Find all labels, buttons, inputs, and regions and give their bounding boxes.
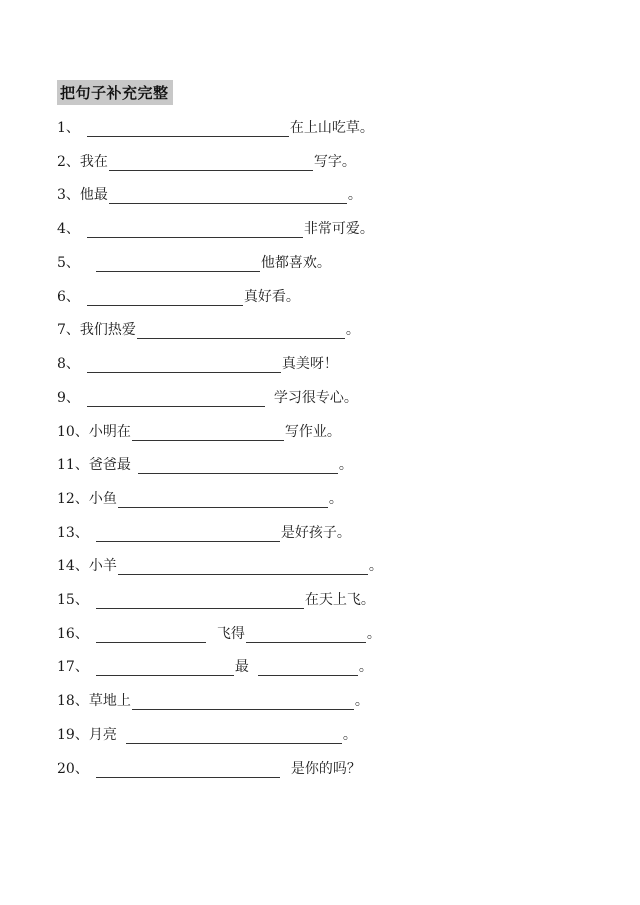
answer-blank[interactable] <box>132 425 284 441</box>
question-text-after: 。 <box>328 491 343 507</box>
question-row <box>57 355 338 373</box>
question-number: 9、 <box>57 390 80 406</box>
answer-blank[interactable] <box>87 121 289 137</box>
answer-blank[interactable] <box>87 391 265 407</box>
question-row <box>57 524 351 542</box>
question-row <box>57 423 341 441</box>
question-row <box>57 557 383 575</box>
question-row <box>57 220 374 238</box>
question-text-after: 。 <box>347 187 362 203</box>
answer-blank[interactable] <box>246 627 366 643</box>
question-row <box>57 591 375 609</box>
answer-blank[interactable] <box>109 188 347 204</box>
question-text-after: 真好看。 <box>243 289 300 305</box>
question-text-after: 在天上飞。 <box>304 592 375 608</box>
question-number: 11、 <box>57 457 89 473</box>
question-row <box>57 389 358 407</box>
question-text-after: 在上山吃草。 <box>289 120 374 136</box>
question-text-after: 。 <box>342 727 357 743</box>
question-text-before: 我们热爱 <box>79 322 136 338</box>
question-text-before: 小羊 <box>88 558 117 574</box>
question-number: 18、 <box>57 693 89 709</box>
answer-blank[interactable] <box>109 155 313 171</box>
question-text-after: 。 <box>358 659 373 675</box>
question-row <box>57 490 343 508</box>
question-number: 8、 <box>57 356 80 372</box>
question-text-after: 写字。 <box>313 154 356 170</box>
question-row <box>57 288 300 306</box>
question-text-after: 写作业。 <box>284 424 341 440</box>
question-row <box>57 726 357 744</box>
answer-blank[interactable] <box>132 694 354 710</box>
question-text-after: 学习很专心。 <box>273 390 358 406</box>
worksheet-title: 把句子补充完整 <box>57 80 173 105</box>
question-text-mid: 飞得 <box>216 626 245 642</box>
question-row <box>57 692 369 710</box>
question-row <box>57 321 360 339</box>
question-text-after: 是好孩子。 <box>280 525 351 541</box>
question-text-before: 小明在 <box>88 424 131 440</box>
question-text-before: 月亮 <box>88 727 117 743</box>
question-text-before: 草地上 <box>88 693 131 709</box>
question-number: 16、 <box>57 626 89 642</box>
question-row <box>57 254 331 272</box>
answer-blank[interactable] <box>96 660 234 676</box>
question-text-before: 我在 <box>79 154 108 170</box>
question-number: 6、 <box>57 289 80 305</box>
answer-blank[interactable] <box>96 593 304 609</box>
question-text-after: 。 <box>345 322 360 338</box>
answer-blank[interactable] <box>96 526 280 542</box>
question-text-after: 非常可爱。 <box>303 221 374 237</box>
question-row <box>57 153 356 171</box>
question-number: 20、 <box>57 761 89 777</box>
question-number: 3、 <box>57 187 80 203</box>
answer-blank[interactable] <box>96 762 280 778</box>
answer-blank[interactable] <box>258 660 358 676</box>
answer-blank[interactable] <box>118 492 328 508</box>
answer-blank[interactable] <box>118 559 368 575</box>
question-number: 19、 <box>57 727 89 743</box>
question-number: 13、 <box>57 525 89 541</box>
question-number: 14、 <box>57 558 89 574</box>
answer-blank[interactable] <box>87 357 281 373</box>
question-row <box>57 456 353 474</box>
question-text-before: 他最 <box>79 187 108 203</box>
answer-blank[interactable] <box>87 222 303 238</box>
question-number: 5、 <box>57 255 80 271</box>
question-row <box>57 119 374 137</box>
question-number: 2、 <box>57 154 80 170</box>
answer-blank[interactable] <box>87 290 243 306</box>
question-text-before: 爸爸最 <box>88 457 131 473</box>
question-number: 12、 <box>57 491 89 507</box>
question-text-before: 小鱼 <box>88 491 117 507</box>
question-number: 4、 <box>57 221 80 237</box>
question-row <box>57 658 373 676</box>
answer-blank[interactable] <box>138 458 338 474</box>
question-text-after: 。 <box>368 558 383 574</box>
answer-blank[interactable] <box>137 323 345 339</box>
question-number: 7、 <box>57 322 80 338</box>
question-text-after: 。 <box>354 693 369 709</box>
question-row <box>57 186 362 204</box>
question-text-mid: 最 <box>234 659 249 675</box>
question-text-after: 是你的吗？ <box>290 761 361 777</box>
question-row <box>57 625 381 643</box>
question-number: 17、 <box>57 659 89 675</box>
answer-blank[interactable] <box>96 256 260 272</box>
answer-blank[interactable] <box>126 728 342 744</box>
question-row <box>57 760 361 778</box>
question-number: 15、 <box>57 592 89 608</box>
question-text-after: 。 <box>338 457 353 473</box>
answer-blank[interactable] <box>96 627 206 643</box>
question-number: 10、 <box>57 424 89 440</box>
question-number: 1、 <box>57 120 80 136</box>
question-text-after: 他都喜欢。 <box>260 255 331 271</box>
question-text-after: 真美呀！ <box>281 356 338 372</box>
question-text-after: 。 <box>366 626 381 642</box>
